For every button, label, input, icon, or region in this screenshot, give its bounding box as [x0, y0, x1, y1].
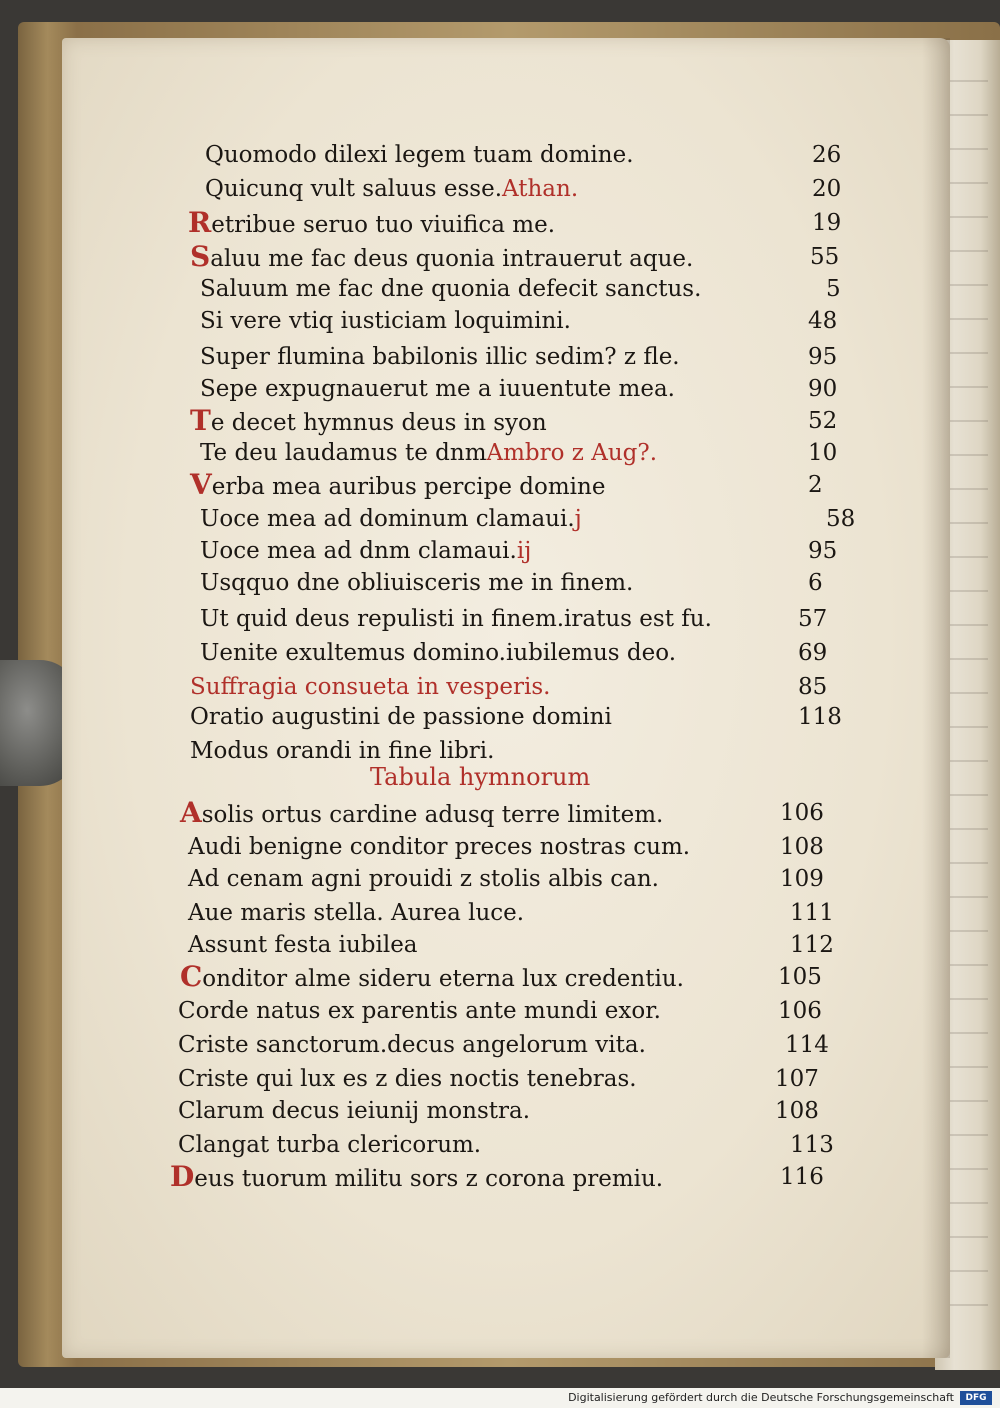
hymn-entry [170, 1160, 663, 1194]
folio-number: 106 [778, 998, 822, 1024]
hymn-entry [188, 830, 690, 864]
psalm-entry [188, 206, 555, 240]
hymn-title: onditor alme sideru eterna lux credentiu. [202, 966, 684, 992]
psalm-title: Saluum me fac dne quonia defecit sanctus. [200, 276, 702, 302]
psalm-entry [200, 372, 675, 406]
folio-number: 19 [812, 210, 842, 236]
psalm-entry [200, 602, 712, 636]
folio-number: 58 [826, 506, 856, 532]
psalm-entry [205, 172, 578, 206]
psalm-entry [200, 272, 701, 306]
psalm-title: Super flumina babilonis illic sedim? z fle. [200, 344, 680, 370]
hymn-entry [178, 1094, 530, 1128]
psalm-entry [205, 138, 634, 172]
hymn-entry [188, 862, 659, 896]
folio-number: 6 [808, 570, 823, 596]
psalm-title: Te deu laudamus te dnm [200, 440, 487, 466]
folio-number: 95 [808, 344, 838, 370]
folio-number: 55 [810, 244, 840, 270]
folio-number: 85 [798, 674, 828, 700]
hymn-entry [180, 796, 663, 830]
rubricated-initial: D [170, 1160, 195, 1193]
folio-number: 105 [778, 964, 822, 990]
folio-number: 106 [780, 800, 824, 826]
psalm-title: erba mea auribus percipe domine [211, 474, 606, 500]
folio-number: 57 [798, 606, 828, 632]
psalm-entry [190, 240, 693, 274]
rubric-note: Athan. [502, 176, 579, 202]
psalm-title: Sepe expugnauerut me a iuuentute mea. [200, 376, 675, 402]
psalm-entry [190, 670, 550, 704]
psalm-title: Si vere vtiq iusticiam loquimini. [200, 308, 571, 334]
hymn-title: Audi benigne conditor preces nostras cum. [188, 834, 691, 860]
psalm-title: Uoce mea ad dominum clamaui. [200, 506, 575, 532]
hymn-title: Aue maris stella. Aurea luce. [188, 900, 525, 926]
psalm-entry [200, 636, 676, 670]
psalm-title: Oratio augustini de passione domini [190, 704, 612, 730]
folio-number: 69 [798, 640, 828, 666]
psalm-title: Ut quid deus repulisti in finem.iratus est fu. [200, 606, 712, 632]
folio-number: 20 [812, 176, 842, 202]
footer-credit: Digitalisierung gefördert durch die Deutsche Forschungsgemeinschaft [568, 1391, 954, 1404]
psalm-title: e decet hymnus deus in syon [210, 410, 547, 436]
psalm-entry [200, 534, 531, 568]
rubric-note: ij [516, 538, 532, 564]
psalm-title: etribue seruo tuo viuifica me. [211, 212, 556, 238]
psalm-title: Quomodo dilexi legem tuam domine. [205, 142, 634, 168]
rubricated-initial: A [180, 796, 202, 829]
folio-number: 118 [798, 704, 842, 730]
hymn-title: eus tuorum militu sors z corona premiu. [194, 1166, 664, 1192]
psalm-title: Uoce mea ad dnm clamaui. [200, 538, 517, 564]
hymn-title: Criste qui lux es z dies noctis tenebras. [178, 1066, 637, 1092]
hymn-title: Clarum decus ieiunij monstra. [178, 1098, 531, 1124]
psalm-entry [190, 404, 547, 438]
psalm-title: Usqquo dne obliuisceris me in finem. [200, 570, 634, 596]
hymn-entry [178, 1128, 481, 1162]
psalm-entry [200, 502, 582, 536]
hymn-table-heading: Tabula hymnorum [370, 763, 591, 791]
folio-number: 26 [812, 142, 842, 168]
psalm-entry [200, 340, 680, 374]
psalm-title: Quicunq vult saluus esse. [205, 176, 503, 202]
psalm-entry [190, 700, 612, 734]
psalm-entry [190, 468, 605, 502]
rubric-note: Ambro z Aug?. [486, 440, 658, 466]
folio-number: 107 [775, 1066, 819, 1092]
rubricated-initial: R [188, 206, 212, 239]
hymn-title: Corde natus ex parentis ante mundi exor. [178, 998, 661, 1024]
folio-number: 109 [780, 866, 824, 892]
psalm-entry [200, 436, 657, 470]
rubricated-initial: T [190, 404, 211, 437]
folio-number: 10 [808, 440, 838, 466]
dfg-logo: DFG [960, 1391, 992, 1405]
rubricated-initial: V [190, 468, 212, 501]
psalm-title: aluu me fac deus quonia intrauerut aque. [210, 246, 694, 272]
rubric-note: Suffragia consueta in vesperis. [190, 674, 551, 700]
hymn-title: Ad cenam agni prouidi z stolis albis can. [188, 866, 659, 892]
folio-number: 108 [780, 834, 824, 860]
hymn-title: Criste sanctorum.decus angelorum vita. [178, 1032, 646, 1058]
psalm-title: Uenite exultemus domino.iubilemus deo. [200, 640, 677, 666]
folio-number: 113 [790, 1132, 834, 1158]
rubricated-initial: C [180, 960, 203, 993]
folio-number: 111 [790, 900, 834, 926]
psalm-title: Modus orandi in fine libri. [190, 738, 495, 764]
folio-number: 112 [790, 932, 834, 958]
hymn-title: solis ortus cardine adusq terre limitem. [201, 802, 664, 828]
hymn-entry [178, 1028, 646, 1062]
psalm-entry [200, 304, 571, 338]
folio-number: 90 [808, 376, 838, 402]
folio-number: 2 [808, 472, 823, 498]
folio-number: 108 [775, 1098, 819, 1124]
folio-number: 114 [785, 1032, 829, 1058]
folio-number: 5 [826, 276, 841, 302]
hymn-entry [188, 896, 524, 930]
hymn-title: Clangat turba clericorum. [178, 1132, 482, 1158]
rubric-note: j [574, 506, 582, 532]
folio-number: 48 [808, 308, 838, 334]
hymn-entry [178, 1062, 637, 1096]
psalm-entry [200, 566, 633, 600]
rubricated-initial: S [190, 240, 211, 273]
hymn-entry [178, 994, 661, 1028]
hymn-entry [180, 960, 684, 994]
hymn-entry [188, 928, 418, 962]
hymn-title: Assunt festa iubilea [188, 932, 418, 958]
folio-number: 52 [808, 408, 838, 434]
folio-number: 116 [780, 1164, 824, 1190]
folio-number: 95 [808, 538, 838, 564]
